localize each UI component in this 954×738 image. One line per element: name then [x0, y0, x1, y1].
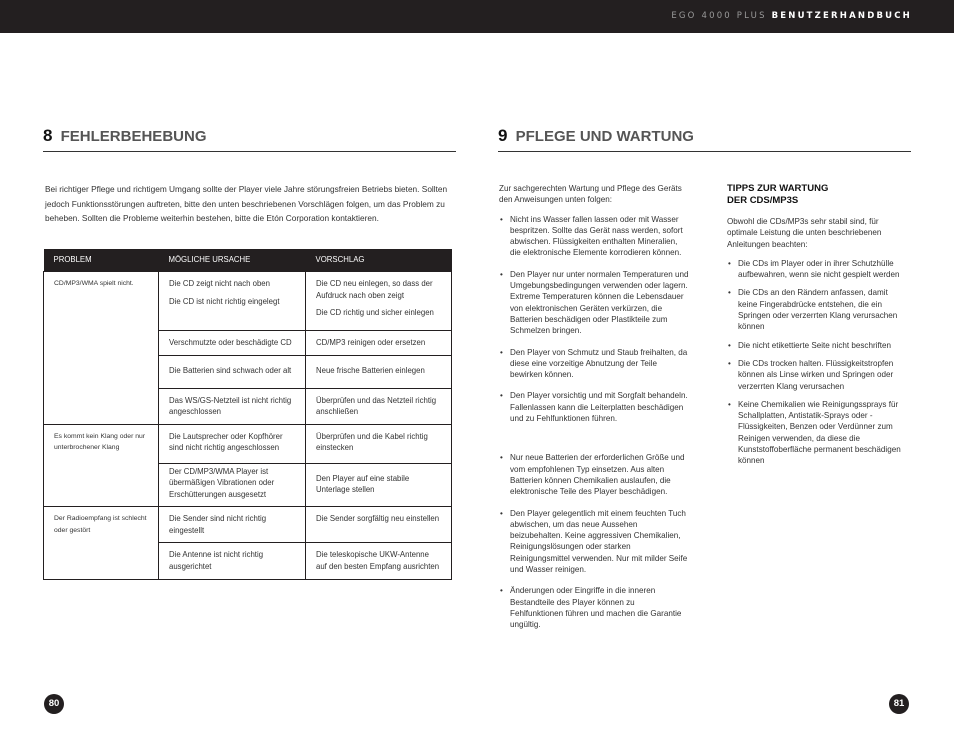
suggestion-text: Neue frische Batterien einlegen [316, 365, 425, 375]
list-item: • Die nicht etikettierte Seite nicht beschriften [727, 340, 907, 351]
cd-tips-heading-line1: TIPPS ZUR WARTUNG [727, 183, 829, 194]
troubleshooting-table [43, 249, 452, 580]
suggestion-cell [306, 463, 452, 507]
cd-tips-list [727, 258, 907, 467]
cause-text: Der CD/MP3/WMA Player ist übermäßigen Vibrationen oder Erschütterungen ausgesetzt [169, 466, 275, 499]
suggestion-cell [306, 543, 452, 580]
care-list-2 [499, 452, 689, 630]
table-row [44, 272, 452, 331]
cause-text: Die CD zeigt nicht nach oben [169, 279, 270, 288]
page-number-left: 80 [44, 694, 64, 714]
suggestion-text: Überprüfen und die Kabel richtig einstecken [316, 431, 428, 452]
section-title-text: PFLEGE UND WARTUNG [515, 128, 694, 145]
suggestion-text: Die CD neu einlegen, so dass der Aufdruck nach oben zeigt [316, 279, 433, 300]
section-number: 8 [43, 126, 53, 145]
cause-cell [159, 388, 306, 424]
cause-cell [159, 331, 306, 356]
table-row [44, 507, 452, 543]
suggestion-cell [306, 355, 452, 388]
cause-text: Die Batterien sind schwach oder alt [169, 365, 292, 375]
cause-cell [159, 543, 306, 580]
care-intro: Zur sachgerechten Wartung und Pflege des Geräts den Anweisungen unten folgen: [499, 184, 682, 205]
header-subtitle: BENUTZERHANDBUCH [771, 11, 912, 21]
suggestion-cell [306, 424, 452, 463]
suggestion-text: Überprüfen und das Netzteil richtig anschließen [316, 395, 437, 416]
problem-text: CD/MP3/WMA spielt nicht. [54, 280, 134, 287]
cd-tips-intro: Obwohl die CDs/MP3s sehr stabil sind, für optimale Leistung die unten beschriebenen Anleitungen beachten: [727, 217, 882, 249]
care-column [499, 183, 689, 641]
problem-cell [44, 272, 159, 425]
header-title [671, 11, 912, 21]
page-number-right: 81 [889, 694, 909, 714]
list-item: • Die CDs an den Rändern anfassen, damit keine Fingerabdrücke entstehen, die ein Springen oder verzerrten Klang verursachen können [727, 287, 907, 332]
cause-text: Die Lautsprecher oder Kopfhörer sind nicht richtig angeschlossen [169, 431, 283, 452]
suggestion-text: Die teleskopische UKW-Antenne auf den besten Empfang ausrichten [316, 550, 440, 571]
column-header-suggestion: VORSCHLAG [306, 249, 452, 272]
cause-cell [159, 507, 306, 543]
list-item: • Die CDs im Player oder in ihrer Schutzhülle aufbewahren, wenn sie nicht gespielt werden [727, 258, 907, 281]
cause-text: Die Antenne ist nicht richtig ausgerichtet [169, 550, 264, 571]
suggestion-text: Die CD richtig und sicher einlegen [316, 308, 434, 317]
cause-text: Verschmutzte oder beschädigte CD [169, 338, 292, 347]
list-item: • Den Player von Schmutz und Staub freihalten, da diese eine vorzeitige Abnutzung der Teile bewirken können. [499, 347, 689, 381]
suggestion-text: Den Player auf eine stabile Unterlage stellen [316, 473, 410, 494]
care-list [499, 214, 689, 425]
list-item: • Den Player vorsichtig und mit Sorgfalt behandeln. Fallenlassen kann die Leiterplatten beschädigen und zu Fehlfunktionen führen. [499, 390, 689, 424]
suggestion-cell [306, 331, 452, 356]
cause-text: Das WS/GS-Netzteil ist nicht richtig angeschlossen [169, 395, 292, 416]
section-title-care [498, 126, 694, 146]
section-title-text: FEHLERBEHEBUNG [60, 128, 207, 145]
suggestion-text: CD/MP3 reinigen oder ersetzen [316, 338, 426, 347]
column-header-cause: MÖGLICHE URSACHE [159, 249, 306, 272]
section-title-troubleshooting [43, 126, 206, 146]
cd-tips-heading [727, 183, 907, 206]
suggestion-cell [306, 272, 452, 331]
cause-text: Die CD ist nicht richtig eingelegt [169, 296, 280, 306]
suggestion-cell [306, 507, 452, 543]
list-item: • Nur neue Batterien der erforderlichen Größe und vom empfohlenen Typ einsetzen. Aus alten Batterien können Chemikalien auslaufen, die elektronische Teile des Player beschädigen. [499, 452, 689, 497]
cause-cell [159, 424, 306, 463]
problem-text: Der Radioempfang ist schlecht oder gestört [54, 515, 147, 534]
cd-tips-heading-line2: DER CDS/MP3S [727, 194, 799, 206]
cd-tips-column [727, 183, 907, 474]
section-divider [498, 151, 911, 152]
list-item: • Die CDs trocken halten. Flüssigkeitstropfen können als Linse wirken und Springen oder verzerrten Klang verursachen [727, 358, 907, 392]
suggestion-cell [306, 388, 452, 424]
cause-cell [159, 272, 306, 331]
cause-cell [159, 463, 306, 507]
list-item: • Den Player gelegentlich mit einem feuchten Tuch abwischen, um das neue Aussehen beizubehalten. Keine aggressiven Chemikalien, Reinigungslösungen oder starken Reinigungsmittel verwenden. Nur mit milder Seife und Wasser reinigen. [499, 508, 689, 576]
list-item: • Keine Chemikalien wie Reinigungssprays für Schallplatten, Antistatik-Sprays oder -Flüssigkeiten, Benzen oder Verdünner zum Reinigen verwenden, da diese die Kunststoffoberfläche permanent beschädigen können [727, 399, 907, 467]
table-row [44, 424, 452, 463]
header-brand: EGO 4000 PLUS [671, 11, 767, 21]
list-item: • Nicht ins Wasser fallen lassen oder mit Wasser bespritzen. Sollte das Gerät nass werden, sofort abwischen. Flüssigkeiten enthalten Mineralien, die elektronische Elemente korrodieren können. [499, 214, 689, 259]
header-bar [0, 0, 954, 33]
list-item: • Änderungen oder Eingriffe in die inneren Bestandteile des Player können zu Fehlfunktionen führen und machen die Garantie ungültig. [499, 585, 689, 630]
problem-cell [44, 507, 159, 580]
table-header-row [44, 249, 452, 272]
section-divider [43, 151, 456, 152]
troubleshooting-intro: Bei richtiger Pflege und richtigem Umgang sollte der Player viele Jahre störungsfreien Betriebs bieten. Sollten jedoch Funktionsstörungen auftreten, bitte den unten beschriebenen Vorschlägen folgen, um das Problem zu beheben. Sollten die Probleme weiterhin bestehen, bitte die Etón Corporation kontaktieren. [45, 184, 448, 223]
problem-text: Es kommt kein Klang oder nur unterbrochener Klang [54, 432, 146, 451]
suggestion-text: Die Sender sorgfältig neu einstellen [316, 514, 440, 523]
column-header-problem: PROBLEM [44, 249, 159, 272]
problem-cell [44, 424, 159, 507]
cause-text: Die Sender sind nicht richtig eingestellt [169, 514, 267, 535]
cause-cell [159, 355, 306, 388]
section-number: 9 [498, 126, 508, 145]
list-item: • Den Player nur unter normalen Temperaturen und Umgebungsbedingungen verwenden oder lagern. Extreme Temperaturen können die Lebensdauer von elektronischen Geräten verkürzen, die Batterien beschädigen oder Plastikteile zum Schmelzen bringen. [499, 269, 689, 337]
